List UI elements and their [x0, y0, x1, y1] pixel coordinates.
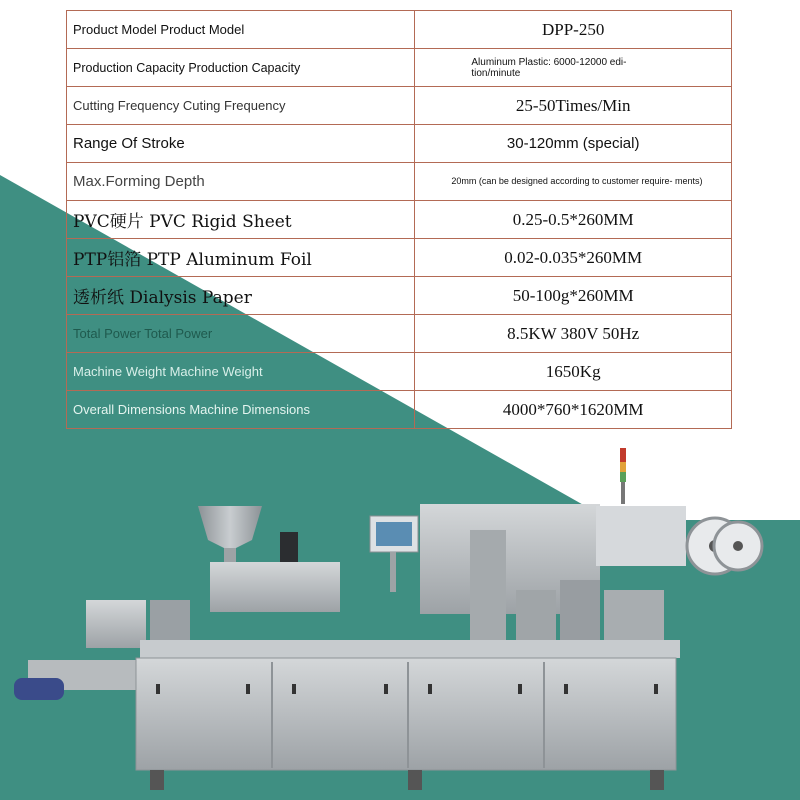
spec-label: Production Capacity Production Capacity: [67, 49, 415, 87]
spec-label: PTP铝箔 PTP Aluminum Foil: [67, 239, 415, 277]
spec-value: DPP-250: [415, 11, 732, 49]
spec-value: 0.25-0.5*260MM: [415, 201, 732, 239]
spec-label: PVC硬片 PVC Rigid Sheet: [67, 201, 415, 239]
spec-label: Range Of Stroke: [67, 125, 415, 163]
spec-row-machine-weight: [67, 353, 732, 391]
spec-value: 20mm (can be designed according to customer require- ments): [415, 163, 732, 201]
spec-label: 透析纸 Dialysis Paper: [67, 277, 415, 315]
spec-value: 8.5KW 380V 50Hz: [415, 315, 732, 353]
spec-row-cutting-frequency: [67, 87, 732, 125]
spec-row-total-power: [67, 315, 732, 353]
spec-value: 25-50Times/Min: [415, 87, 732, 125]
spec-value: Aluminum Plastic: 6000-12000 edi- tion/minute: [415, 49, 732, 87]
spec-row-range-of-stroke: [67, 125, 732, 163]
spec-row-pvc-rigid-sheet: [67, 201, 732, 239]
spec-row-product-model: [67, 11, 732, 49]
spec-label: Machine Weight Machine Weight: [67, 353, 415, 391]
spec-row-ptp-aluminum-foil: [67, 239, 732, 277]
spec-value: 1650Kg: [415, 353, 732, 391]
spec-row-max-forming-depth: [67, 163, 732, 201]
spec-label: Max.Forming Depth: [67, 163, 415, 201]
spec-label: Overall Dimensions Machine Dimensions: [67, 391, 415, 429]
spec-value: 4000*760*1620MM: [415, 391, 732, 429]
spec-row-overall-dimensions: [67, 391, 732, 429]
spec-row-production-capacity: [67, 49, 732, 87]
blister-packing-machine-image: [0, 440, 800, 800]
spec-row-dialysis-paper: [67, 277, 732, 315]
spec-value: 30-120mm (special): [415, 125, 732, 163]
spec-value: 50-100g*260MM: [415, 277, 732, 315]
spec-label: Total Power Total Power: [67, 315, 415, 353]
spec-label: Product Model Product Model: [67, 11, 415, 49]
spec-value: 0.02-0.035*260MM: [415, 239, 732, 277]
spec-label: Cutting Frequency Cuting Frequency: [67, 87, 415, 125]
spec-table: [66, 10, 732, 429]
